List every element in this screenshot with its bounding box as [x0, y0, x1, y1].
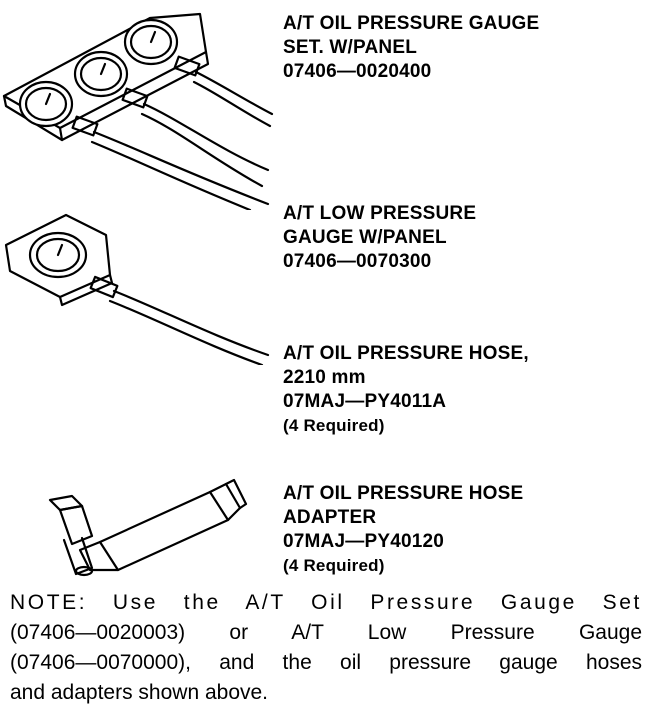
gauge-set-name-line2: SET. W/PANEL	[283, 37, 417, 58]
gauge-set-panel-illustration	[0, 0, 280, 210]
gauge-set-part-number: 07406—0020400	[283, 61, 432, 82]
low-pressure-gauge-label	[283, 202, 476, 274]
oil-pressure-hose-label	[283, 342, 529, 438]
hose-adapter-name-line1: A/T OIL PRESSURE HOSE	[283, 483, 524, 504]
note-line: (07406—0070000), and the oil pressure gauge hoses	[10, 651, 642, 674]
oil-pressure-hose-name: A/T OIL PRESSURE HOSE,	[283, 343, 529, 364]
gauge-set-name-line1: A/T OIL PRESSURE GAUGE	[283, 13, 540, 34]
low-pressure-gauge-part-number: 07406—0070300	[283, 251, 432, 272]
low-pressure-gauge-name-line1: A/T LOW PRESSURE	[283, 203, 477, 224]
low-pressure-gauge-illustration	[0, 205, 280, 365]
note-line: NOTE: Use the A/T Oil Pressure Gauge Set	[10, 591, 642, 614]
oil-pressure-hose-part-number: 07MAJ—PY4011A	[283, 391, 447, 412]
hose-adapter-name-line2: ADAPTER	[283, 507, 377, 528]
gauge-set-label	[283, 12, 539, 84]
hose-adapter-illustration	[20, 470, 250, 580]
hose-adapter-label	[283, 482, 523, 578]
note-line: (07406—0020003) or A/T Low Pressure Gauge	[10, 621, 642, 644]
note-paragraph	[10, 588, 642, 708]
hose-adapter-quantity: (4 Required)	[283, 556, 385, 575]
hose-adapter-part-number: 07MAJ—PY40120	[283, 531, 445, 552]
low-pressure-gauge-name-line2: GAUGE W/PANEL	[283, 227, 447, 248]
oil-pressure-hose-quantity: (4 Required)	[283, 416, 385, 435]
note-line: and adapters shown above.	[10, 681, 269, 704]
oil-pressure-hose-length: 2210 mm	[283, 367, 366, 388]
